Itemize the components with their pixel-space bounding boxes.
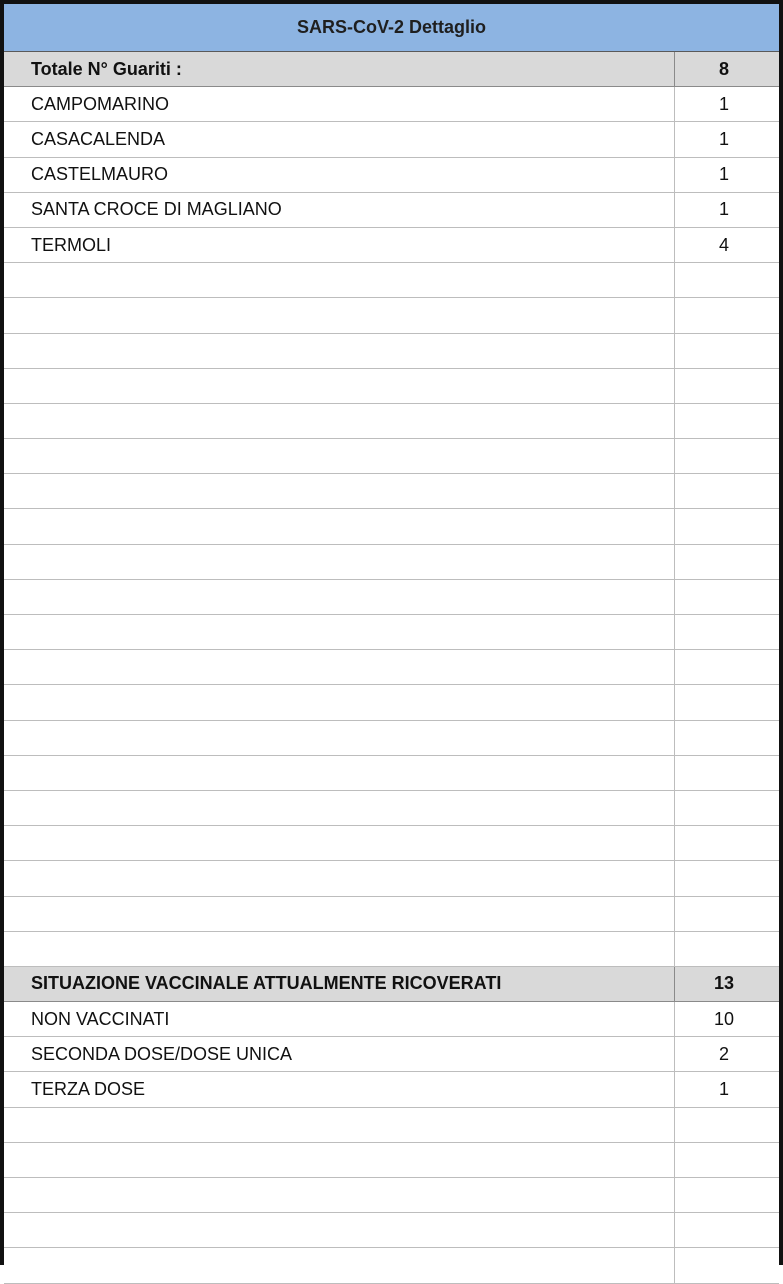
empty-cell (675, 897, 779, 931)
municipality-label: CASTELMAURO (4, 158, 675, 192)
empty-cell (4, 1143, 675, 1177)
empty-row (4, 791, 779, 826)
empty-row (4, 685, 779, 720)
empty-cell (4, 1248, 675, 1282)
empty-cell (4, 1108, 675, 1142)
empty-cell (675, 545, 779, 579)
empty-row (4, 474, 779, 509)
empty-cell (675, 685, 779, 719)
vaccination-status-label: NON VACCINATI (4, 1002, 675, 1036)
empty-cell (4, 298, 675, 332)
vaccination-status-count: 1 (718, 1079, 729, 1100)
empty-cell (675, 439, 779, 473)
empty-cell (675, 369, 779, 403)
empty-row (4, 1213, 779, 1248)
empty-cell (4, 721, 675, 755)
empty-cell (4, 369, 675, 403)
empty-cell (4, 334, 675, 368)
empty-row (4, 263, 779, 298)
empty-row (4, 932, 779, 967)
vaccination-status-label: TERZA DOSE (4, 1072, 675, 1106)
municipality-count: 1 (718, 93, 729, 114)
empty-row (4, 650, 779, 685)
empty-cell (4, 791, 675, 825)
empty-cell (4, 685, 675, 719)
empty-row (4, 1108, 779, 1143)
empty-row (4, 1143, 779, 1178)
empty-cell (4, 861, 675, 895)
empty-cell (675, 756, 779, 790)
table-row (4, 122, 779, 157)
empty-cell (4, 404, 675, 438)
empty-row (4, 580, 779, 615)
empty-cell (675, 721, 779, 755)
empty-row (4, 334, 779, 369)
empty-cell (675, 650, 779, 684)
vaccination-status-label: SECONDA DOSE/DOSE UNICA (4, 1037, 675, 1071)
municipality-label: CAMPOMARINO (4, 87, 675, 121)
table-row (4, 1002, 779, 1037)
empty-row (4, 861, 779, 896)
empty-cell (675, 509, 779, 543)
empty-row (4, 545, 779, 580)
table-row (4, 193, 779, 228)
guariti-header-label: Totale N° Guariti : (4, 52, 675, 86)
vaccinale-header-label: SITUAZIONE VACCINALE ATTUALMENTE RICOVERATI (4, 967, 675, 1001)
empty-cell (4, 615, 675, 649)
vaccination-status-count: 10 (713, 1008, 735, 1029)
empty-cell (4, 474, 675, 508)
municipality-label: SANTA CROCE DI MAGLIANO (4, 193, 675, 227)
empty-row (4, 826, 779, 861)
empty-cell (4, 580, 675, 614)
empty-cell (675, 1178, 779, 1212)
empty-cell (675, 263, 779, 297)
empty-cell (4, 439, 675, 473)
vaccinale-header-row (4, 967, 779, 1002)
empty-cell (675, 580, 779, 614)
empty-cell (675, 826, 779, 860)
guariti-header-value: 8 (718, 58, 729, 79)
table-row (4, 87, 779, 122)
empty-row (4, 298, 779, 333)
empty-cell (4, 509, 675, 543)
guariti-header-row (4, 52, 779, 87)
table-row (4, 228, 779, 263)
municipality-count: 1 (718, 164, 729, 185)
municipality-count: 4 (718, 234, 729, 255)
empty-cell (675, 1108, 779, 1142)
empty-row (4, 1248, 779, 1283)
table-row (4, 1072, 779, 1107)
empty-cell (675, 1143, 779, 1177)
municipality-label: CASACALENDA (4, 122, 675, 156)
vaccination-status-count: 2 (718, 1043, 729, 1064)
empty-cell (4, 650, 675, 684)
table-row (4, 1037, 779, 1072)
empty-row (4, 404, 779, 439)
empty-cell (675, 615, 779, 649)
empty-cell (675, 861, 779, 895)
empty-cell (675, 334, 779, 368)
vaccinale-header-value: 13 (713, 973, 735, 994)
empty-row (4, 369, 779, 404)
empty-cell (4, 545, 675, 579)
empty-cell (4, 1213, 675, 1247)
empty-cell (675, 1248, 779, 1282)
empty-row (4, 509, 779, 544)
empty-cell (675, 474, 779, 508)
empty-cell (4, 756, 675, 790)
municipality-label: TERMOLI (4, 228, 675, 262)
empty-row (4, 615, 779, 650)
empty-row (4, 1178, 779, 1213)
empty-row (4, 439, 779, 474)
empty-cell (675, 1213, 779, 1247)
empty-cell (675, 932, 779, 966)
municipality-count: 1 (718, 199, 729, 220)
empty-cell (4, 897, 675, 931)
empty-cell (675, 298, 779, 332)
empty-cell (4, 1178, 675, 1212)
empty-row (4, 721, 779, 756)
empty-cell (675, 791, 779, 825)
empty-row (4, 756, 779, 791)
empty-cell (675, 404, 779, 438)
empty-row (4, 897, 779, 932)
empty-cell (4, 932, 675, 966)
table-row (4, 158, 779, 193)
report-title: SARS-CoV-2 Dettaglio (4, 4, 779, 52)
municipality-count: 1 (718, 128, 729, 149)
empty-cell (4, 263, 675, 297)
empty-cell (4, 826, 675, 860)
